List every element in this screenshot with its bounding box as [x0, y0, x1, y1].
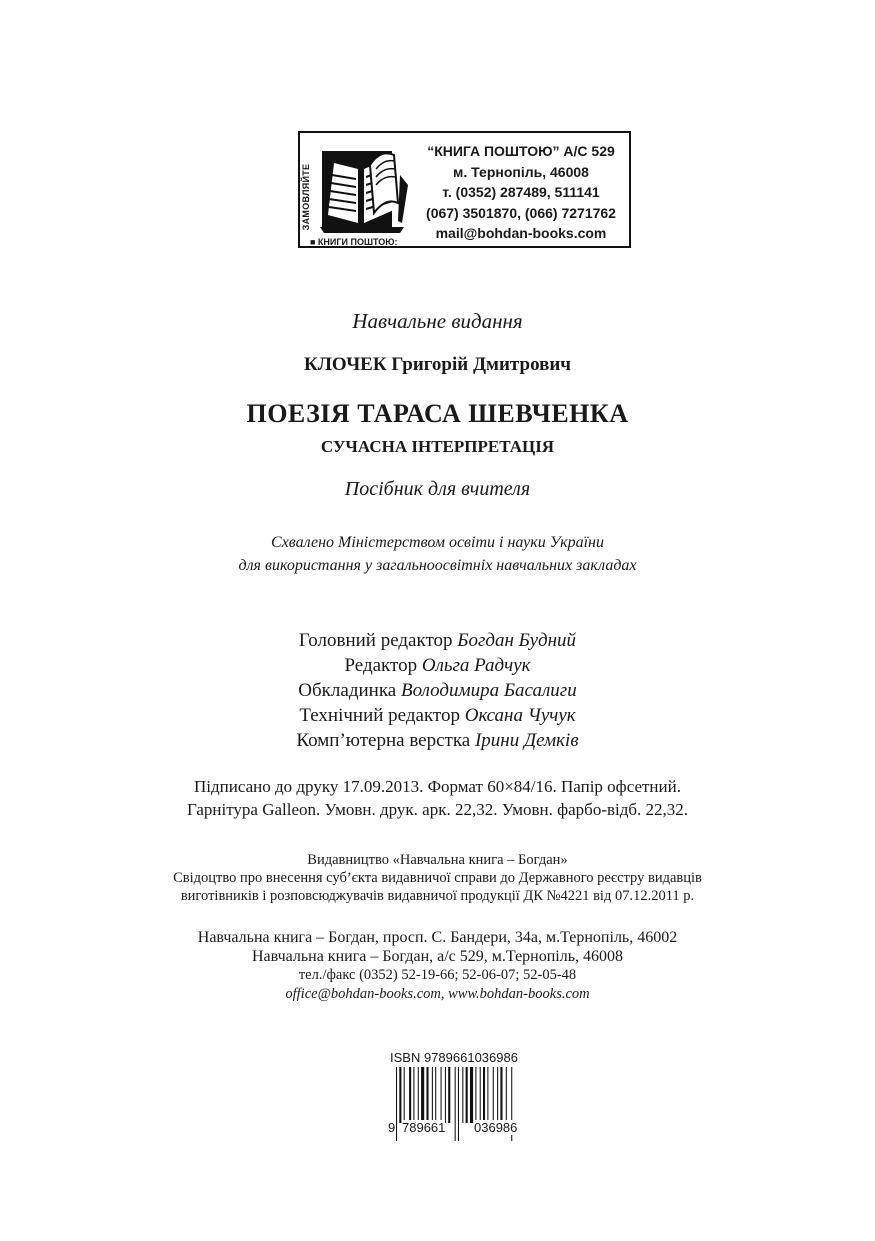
address-line: Навчальна книга – Богдан, а/с 529, м.Тернопіль, 46008 [251, 948, 624, 965]
barcode-bar [506, 1067, 507, 1123]
barcode-bar [413, 1067, 414, 1123]
print-line: Гарнітура Galleon. Умовн. друк. арк. 22,32. Умовн. фарбо-відб. 22,32. [186, 800, 689, 819]
barcode-bar [475, 1067, 476, 1123]
barcode-bar [445, 1067, 446, 1123]
barcode-bar [483, 1067, 485, 1123]
stamp-email: mail@bohdan-books.com [435, 225, 607, 241]
barcode-bar [426, 1067, 428, 1123]
barcode-bar [418, 1067, 419, 1123]
book-type: Посібник для вчителя [344, 478, 531, 500]
approval-line: Схвалено Міністерством освіти і науки України [271, 534, 604, 551]
credit-line [0, 703, 875, 728]
barcode-bar [480, 1067, 481, 1123]
credit-role: Обкладинка [298, 680, 397, 701]
barcode-bar [466, 1067, 468, 1123]
barcode-digits-right: 036986 [474, 1120, 518, 1135]
publisher-line: Видавництво «Навчальна книга – Богдан» [307, 852, 568, 868]
book-title: ПОЕЗІЯ ТАРАСА ШЕВЧЕНКА [246, 399, 629, 428]
credit-name: Оксана Чучук [464, 705, 576, 726]
barcode-bar [470, 1067, 473, 1123]
author-name: КЛОЧЕК Григорій Дмитрович [303, 354, 572, 375]
barcode-bar [487, 1067, 488, 1123]
credits-list [0, 628, 875, 753]
barcode-digit-first: 9 [388, 1120, 396, 1135]
barcode-bar [432, 1067, 433, 1123]
mail-order-stamp [298, 131, 631, 248]
publisher-address [0, 928, 875, 1004]
publisher-line: Свідоцтво про внесення суб’єкта видавничої справи до Державного реєстру видавців [173, 870, 702, 886]
web-line: office@bohdan-books.com, www.bohdan-books.com [285, 986, 590, 1002]
credit-role: Редактор [344, 655, 418, 676]
book-subtitle: СУЧАСНА ІНТЕРПРЕТАЦІЯ [320, 437, 555, 456]
barcode-bar [448, 1067, 450, 1123]
barcode-bar [462, 1067, 463, 1123]
barcode-bar [493, 1067, 494, 1123]
credit-line [0, 678, 875, 703]
stamp-line: т. (0352) 287489, 511141 [442, 184, 600, 200]
edition-type: Навчальне видання [352, 309, 523, 333]
isbn-barcode [388, 1050, 548, 1142]
address-line: Навчальна книга – Богдан, просп. С. Бандери, 34а, м.Тернопіль, 46002 [197, 929, 678, 946]
stamp-line: м. Тернопіль, 46008 [453, 163, 589, 180]
approval-note [0, 531, 875, 577]
stamp-side-label: ЗАМОВЛЯЙТЕ [301, 163, 311, 231]
barcode-bar [421, 1067, 424, 1123]
barcode-bar [396, 1067, 397, 1141]
barcode-bar [497, 1067, 498, 1123]
credit-line [0, 653, 875, 678]
barcode-bar [455, 1067, 456, 1141]
credit-role: Технічний редактор [299, 705, 460, 726]
phone-line: тел./факс (0352) 52-19-66; 52-06-07; 52-05-48 [298, 967, 577, 983]
publisher-line: виготівників і розповсюджувачів видавничої продукції ДК №4221 від 07.12.2011 р. [180, 888, 695, 904]
barcode-bar [409, 1067, 411, 1123]
credit-name: Володимира Басалиги [400, 680, 577, 701]
barcode-bar [458, 1067, 459, 1141]
credit-name: Богдан Будний [457, 630, 577, 651]
isbn-label: ISBN 9789661036986 [390, 1050, 518, 1065]
credit-line [0, 628, 875, 653]
credit-name: Ірини Демків [474, 730, 579, 751]
credit-role: Головний редактор [298, 630, 453, 651]
barcode-bar [500, 1067, 502, 1123]
credit-line [0, 728, 875, 753]
approval-line: для використання у загальноосвітніх навчальних закладах [238, 557, 637, 574]
credit-name: Ольга Радчук [421, 655, 531, 676]
barcode-bar [441, 1067, 442, 1123]
stamp-line: (067) 3501870, (066) 7271762 [426, 204, 616, 221]
credit-role: Комп’ютерна верстка [296, 730, 471, 751]
barcode-bar [404, 1067, 405, 1123]
publisher-info [0, 851, 875, 905]
barcode-bar [435, 1067, 436, 1123]
print-line: Підписано до друку 17.09.2013. Формат 60×84/16. Папір офсетний. [194, 777, 681, 796]
open-book-icon [314, 145, 410, 235]
stamp-contact-lines [412, 141, 630, 244]
print-info [0, 775, 875, 821]
stamp-bottom-label: ■ КНИГИ ПОШТОЮ: [310, 237, 398, 247]
barcode-digits-left: 789661 [402, 1120, 446, 1135]
barcode-bar [399, 1067, 401, 1123]
stamp-line: “КНИГА ПОШТОЮ” А/С 529 [427, 143, 615, 159]
